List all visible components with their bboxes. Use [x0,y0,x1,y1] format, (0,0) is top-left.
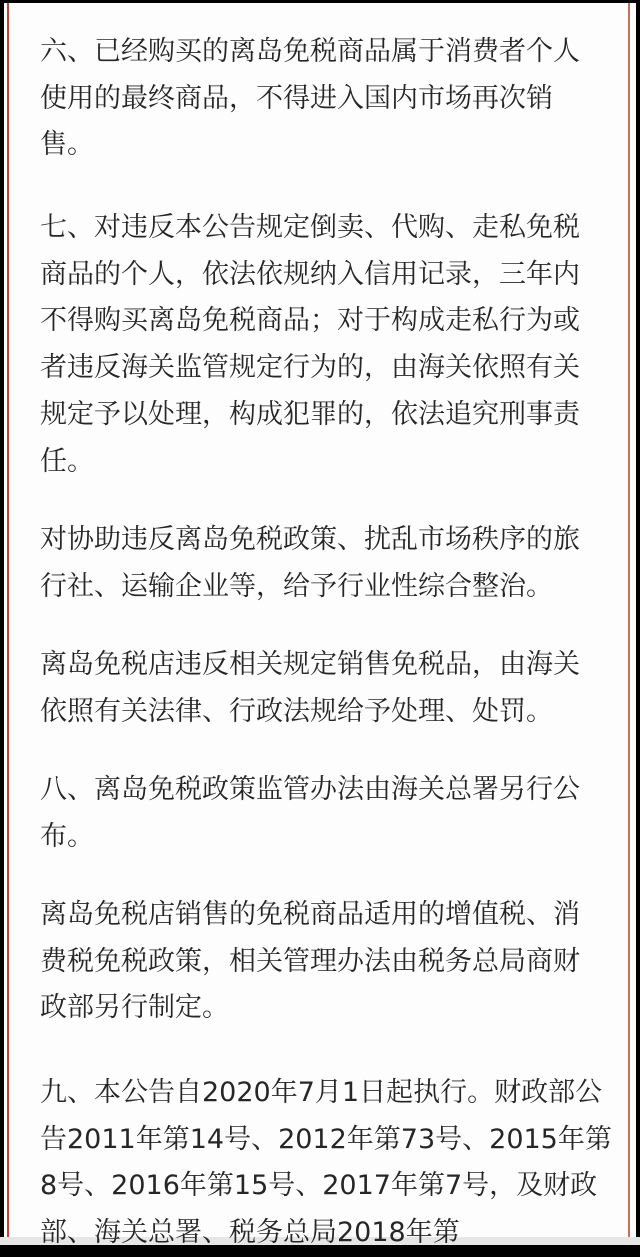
text-line: 任。 [40,445,94,477]
text-line: 离岛免税店销售的免税商品适用的增值税、消 [40,899,580,930]
text-line: 规定予以处理，构成犯罪的，依法追究刑事责 [40,398,580,430]
paragraph [40,29,624,169]
paragraph [40,642,624,735]
text-line: 行社、运输企业等，给予行业性综合整治。 [40,570,553,602]
paragraph [40,1070,624,1257]
text-line: 部、海关总署、税务总局2018年第 [40,1217,460,1249]
paragraph [40,205,624,485]
paragraph [40,517,624,610]
left-border-rule [7,3,9,1245]
text-line: 费税免税政策，相关管理办法由税务总局商财 [40,945,580,977]
text-line: 七、对违反本公告规定倒卖、代购、走私免税 [40,212,580,243]
text-line: 不得购买离岛免税商品；对于构成走私行为或 [40,305,580,337]
paragraph [40,767,624,860]
text-line: 商品的个人，依法依规纳入信用记录，三年内 [40,258,580,290]
document-page [4,3,636,1245]
paragraph [40,892,624,1032]
text-line: 使用的最终商品，不得进入国内市场再次销 [40,82,553,114]
text-line: 售。 [40,129,94,161]
text-line: 八、离岛免税政策监管办法由海关总署另行公 [40,774,580,805]
text-line: 告2011年第14号、2012年第73号、2015年第 [40,1123,612,1155]
text-line: 六、已经购买的离岛免税商品属于消费者个人 [40,36,580,67]
text-line: 对协助违反离岛免税政策、扰乱市场秩序的旅 [40,524,580,555]
text-line: 九、本公告自2020年7月1日起执行。财政部公 [40,1077,603,1108]
text-line: 布。 [40,820,94,852]
text-line: 离岛免税店违反相关规定销售免税品，由海关 [40,649,580,680]
text-line: 政部另行制定。 [40,992,229,1024]
text-line: 8号、2016年第15号、2017年第7号，及财政 [40,1170,598,1202]
text-line: 依照有关法律、行政法规给予处理、处罚。 [40,695,553,727]
text-line: 者违反海关监管规定行为的，由海关依照有关 [40,352,580,384]
right-border-rule [628,3,630,1245]
